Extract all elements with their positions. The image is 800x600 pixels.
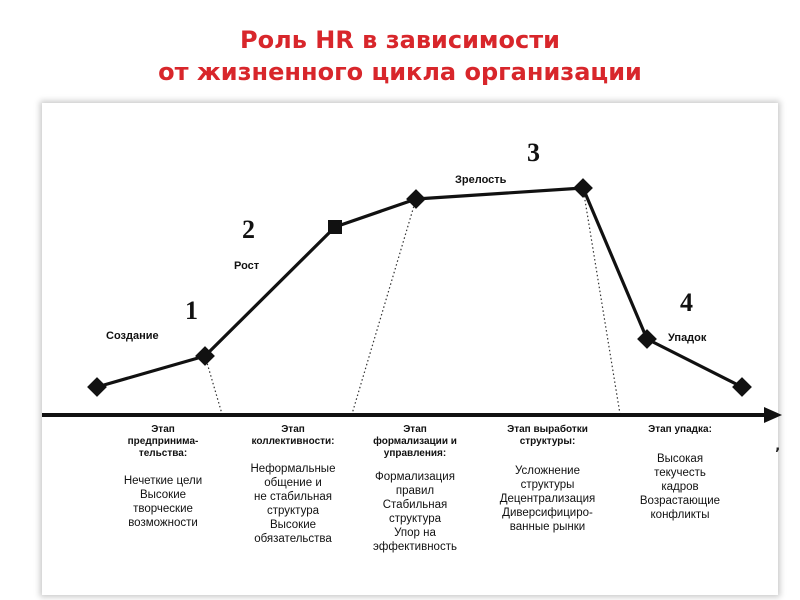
column-heading: Этап предпринима- тельства: bbox=[127, 424, 199, 459]
column-heading: Этап упадка: bbox=[648, 424, 712, 435]
stage-column-structure bbox=[480, 424, 615, 534]
projection-line-3 bbox=[583, 188, 620, 414]
column-heading: Этап формализации и управления: bbox=[373, 424, 457, 459]
stage-column-formalization bbox=[355, 424, 475, 554]
stage-column-collectivity bbox=[233, 424, 353, 546]
stage-label-maturity: Зрелость bbox=[455, 174, 507, 186]
column-items: Формализация правил Стабильная структура Упор на эффективность bbox=[373, 471, 457, 553]
stage-number-1: 1 bbox=[185, 296, 198, 325]
title-line-2: от жизненного цикла организации bbox=[158, 58, 642, 86]
stage-number-3: 3 bbox=[527, 138, 540, 167]
stage-number-2: 2 bbox=[242, 215, 255, 244]
column-items: Нечеткие цели Высокие творческие возможности bbox=[123, 475, 203, 529]
column-items: Неформальные общение и не стабильная структура Высокие обязательства bbox=[250, 463, 336, 545]
life-cycle-curve bbox=[97, 188, 742, 387]
title-line-1: Роль HR в зависимости bbox=[240, 26, 560, 54]
stage-label-growth: Рост bbox=[234, 260, 260, 272]
projection-line-1 bbox=[205, 356, 222, 414]
stage-column-decline bbox=[620, 424, 740, 522]
column-heading: Этап коллективности: bbox=[251, 424, 335, 447]
column-heading: Этап выработки структуры: bbox=[507, 424, 588, 447]
axis-arrow-icon bbox=[764, 407, 782, 423]
curve-point bbox=[87, 377, 107, 397]
column-items: Усложнение структуры Децентрализация Диверсифициро- ванные рынки bbox=[499, 465, 596, 533]
curve-point bbox=[732, 377, 752, 397]
stray-mark: ’ bbox=[775, 446, 781, 462]
column-items: Высокая текучесть кадров Возрастающие конфликты bbox=[639, 453, 721, 521]
projection-line-2 bbox=[352, 199, 416, 414]
stage-number-4: 4 bbox=[680, 288, 693, 317]
curve-point bbox=[328, 220, 342, 234]
curve-point bbox=[573, 178, 593, 198]
stage-column-entrepreneurship bbox=[103, 424, 223, 530]
stage-label-decline: Упадок bbox=[668, 332, 707, 344]
curve-point bbox=[637, 329, 657, 349]
stage-label-creation: Создание bbox=[106, 330, 159, 342]
curve-point bbox=[406, 189, 426, 209]
